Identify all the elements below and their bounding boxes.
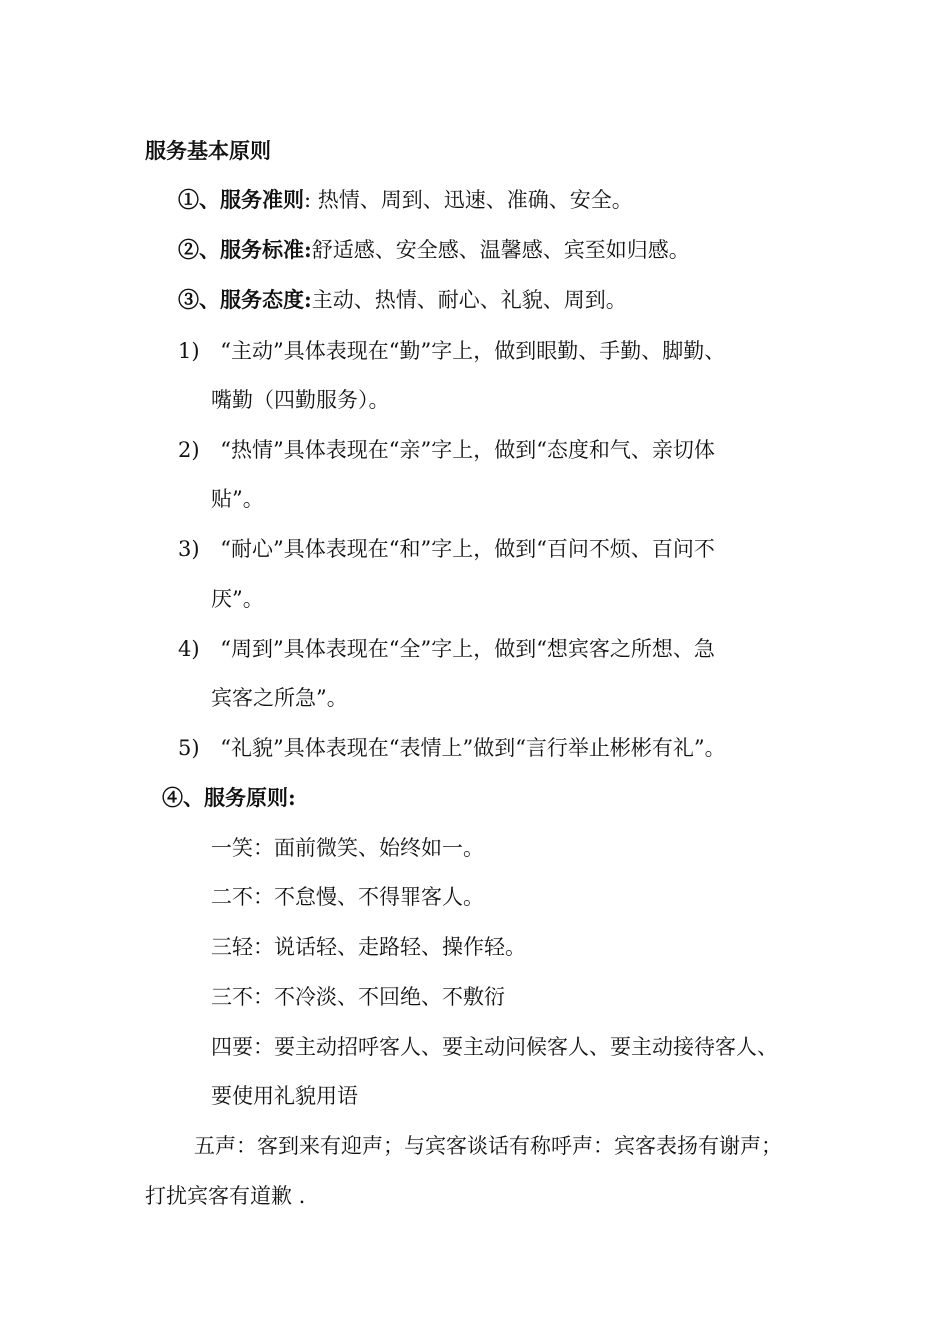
- page-title: 服务基本原则: [145, 138, 271, 163]
- item-text: 舒适感、安全感、温馨感、宾至如归感。: [311, 238, 690, 262]
- five-sounds-line-1: 五声：客到来有迎声；与宾客谈话有称呼声：宾客表扬有谢声；: [194, 1134, 782, 1158]
- item-text: 热情、周到、迅速、准确、安全。: [317, 188, 633, 212]
- point-text: “主动”具体表现在“勤”字上，做到眼勤、手勤、脚勤、: [220, 339, 726, 363]
- point-number: 5): [178, 736, 200, 760]
- five-sounds-line-2: 打扰宾客有道歉 .: [145, 1184, 306, 1208]
- point-5: [178, 734, 726, 762]
- point-number: 2): [178, 438, 200, 462]
- point-2-continuation: 贴”。: [211, 487, 264, 511]
- principle-item: 三轻：说话轻、走路轻、操作轻。: [211, 935, 526, 959]
- point-number: 4): [178, 637, 200, 661]
- item-label: ③、服务态度:: [178, 287, 312, 312]
- point-4: [178, 635, 715, 663]
- point-3: [178, 535, 715, 563]
- item-service-standard: [178, 236, 690, 264]
- principle-item: 二不：不怠慢、不得罪客人。: [211, 885, 484, 909]
- item-service-attitude: [178, 286, 627, 314]
- item-label: ①、服务准则: [178, 187, 304, 212]
- point-1: [178, 337, 725, 365]
- point-number: 3): [178, 537, 200, 561]
- point-3-continuation: 厌”。: [211, 587, 264, 611]
- point-text: “周到”具体表现在“全”字上，做到“想宾客之所想、急: [220, 637, 715, 661]
- point-4-continuation: 宾客之所急”。: [211, 686, 348, 710]
- item-label: ②、服务标准:: [178, 237, 312, 262]
- principle-item: 一笑：面前微笑、始终如一。: [211, 836, 484, 860]
- item-separator: :: [304, 188, 312, 212]
- principles-heading: ④、服务原则:: [162, 785, 296, 810]
- principle-item: 四要：要主动招呼客人、要主动问候客人、要主动接待客人、: [211, 1035, 778, 1059]
- point-number: 1): [178, 339, 200, 363]
- principle-item: 三不：不冷淡、不回绝、不敷衍: [211, 985, 505, 1009]
- point-1-continuation: 嘴勤（四勤服务）。: [211, 388, 390, 412]
- point-text: “礼貌”具体表现在“表情上”做到“言行举止彬彬有礼”。: [220, 736, 726, 760]
- point-text: “热情”具体表现在“亲”字上，做到“态度和气、亲切体: [220, 438, 715, 462]
- point-2: [178, 436, 715, 464]
- principle-item: 要使用礼貌用语: [211, 1084, 358, 1108]
- point-text: “耐心”具体表现在“和”字上，做到“百问不烦、百问不: [220, 537, 715, 561]
- item-service-criteria: [178, 186, 633, 214]
- item-text: 主动、热情、耐心、礼貌、周到。: [311, 288, 627, 312]
